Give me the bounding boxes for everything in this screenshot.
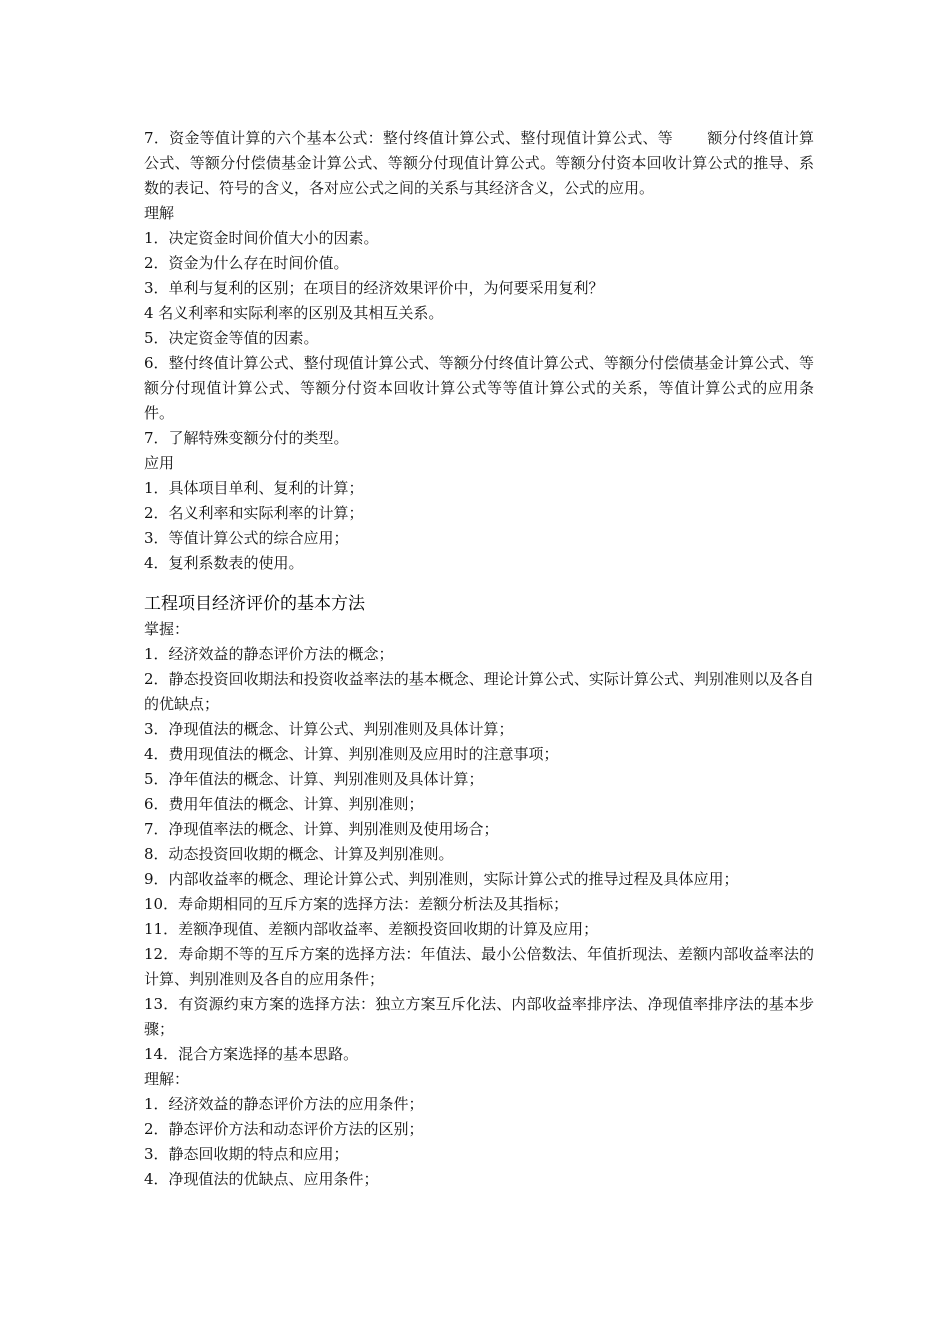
understand-item: 6．整付终值计算公式、整付现值计算公式、等额分付终值计算公式、等额分付偿债基金计算公式、等额分付现值计算公式、等额分付资本回收计算公式等等值计算公式的关系，等值计算公式的应用条件。 (144, 354, 814, 422)
understand-item-2: 1．经济效益的静态评价方法的应用条件； (144, 1095, 424, 1113)
understand-item: 7．了解特殊变额分付的类型。 (144, 429, 349, 447)
understand-item-2: 3．静态回收期的特点和应用； (144, 1145, 349, 1163)
understand-item-2: 4．净现值法的优缺点、应用条件； (144, 1170, 379, 1188)
understand-item: 5．决定资金等值的因素。 (144, 329, 319, 347)
master-item: 1．经济效益的静态评价方法的概念； (144, 645, 394, 663)
apply-item: 4．复利系数表的使用。 (144, 554, 304, 572)
apply-item: 3．等值计算公式的综合应用； (144, 529, 349, 547)
intro-text-part1: 7．资金等值计算的六个基本公式：整付终值计算公式、整付现值计算公式、等 (144, 129, 674, 147)
intro-text-part2: 额分付终值计算公式、等额分付偿债基金计算公式、等额分付现值计算公式。等额分付资本回收计算公式的推导、系数的表记、符号的含义，各对应公式之间的关系与其经济含义，公式的应用。 (144, 129, 814, 197)
master-item: 9．内部收益率的概念、理论计算公式、判别准则，实际计算公式的推导过程及具体应用； (144, 870, 739, 888)
understand-item: 4 名义利率和实际利率的区别及其相互关系。 (144, 304, 444, 322)
master-item: 14．混合方案选择的基本思路。 (144, 1045, 359, 1063)
master-item: 3．净现值法的概念、计算公式、判别准则及具体计算； (144, 720, 514, 738)
understand-item: 1．决定资金时间价值大小的因素。 (144, 229, 379, 247)
master-item: 13．有资源约束方案的选择方法：独立方案互斥化法、内部收益率排序法、净现值率排序法的基本步骤； (144, 995, 814, 1038)
understand-item: 2．资金为什么存在时间价值。 (144, 254, 349, 272)
master-item: 4．费用现值法的概念、计算、判别准则及应用时的注意事项； (144, 745, 559, 763)
master-item: 11．差额净现值、差额内部收益率、差额投资回收期的计算及应用； (144, 920, 599, 938)
master-item: 5．净年值法的概念、计算、判别准则及具体计算； (144, 770, 484, 788)
master-item: 2．静态投资回收期法和投资收益率法的基本概念、理论计算公式、实际计算公式、判别准则以及各自的优缺点； (144, 670, 814, 713)
master-item: 6．费用年值法的概念、计算、判别准则； (144, 795, 424, 813)
apply-label: 应用 (144, 454, 175, 472)
master-item: 10．寿命期相同的互斥方案的选择方法：差额分析法及其指标； (144, 895, 569, 913)
understand-item-2: 2．静态评价方法和动态评价方法的区别； (144, 1120, 424, 1138)
understand-item: 3．单利与复利的区别；在项目的经济效果评价中，为何要采用复利？ (144, 279, 604, 297)
intro-paragraph (144, 126, 814, 201)
understand-label-2: 理解： (144, 1070, 190, 1088)
master-item: 7．净现值率法的概念、计算、判别准则及使用场合； (144, 820, 499, 838)
master-item: 12．寿命期不等的互斥方案的选择方法：年值法、最小公倍数法、年值折现法、差额内部收益率法的计算、判别准则及各自的应用条件； (144, 945, 814, 988)
apply-item: 2．名义利率和实际利率的计算； (144, 504, 364, 522)
master-item: 8．动态投资回收期的概念、计算及判别准则。 (144, 845, 454, 863)
section-heading: 工程项目经济评价的基本方法 (144, 594, 365, 614)
understand-label: 理解 (144, 204, 175, 222)
document-page (144, 126, 814, 1192)
apply-item: 1．具体项目单利、复利的计算； (144, 479, 364, 497)
master-label: 掌握： (144, 620, 190, 638)
